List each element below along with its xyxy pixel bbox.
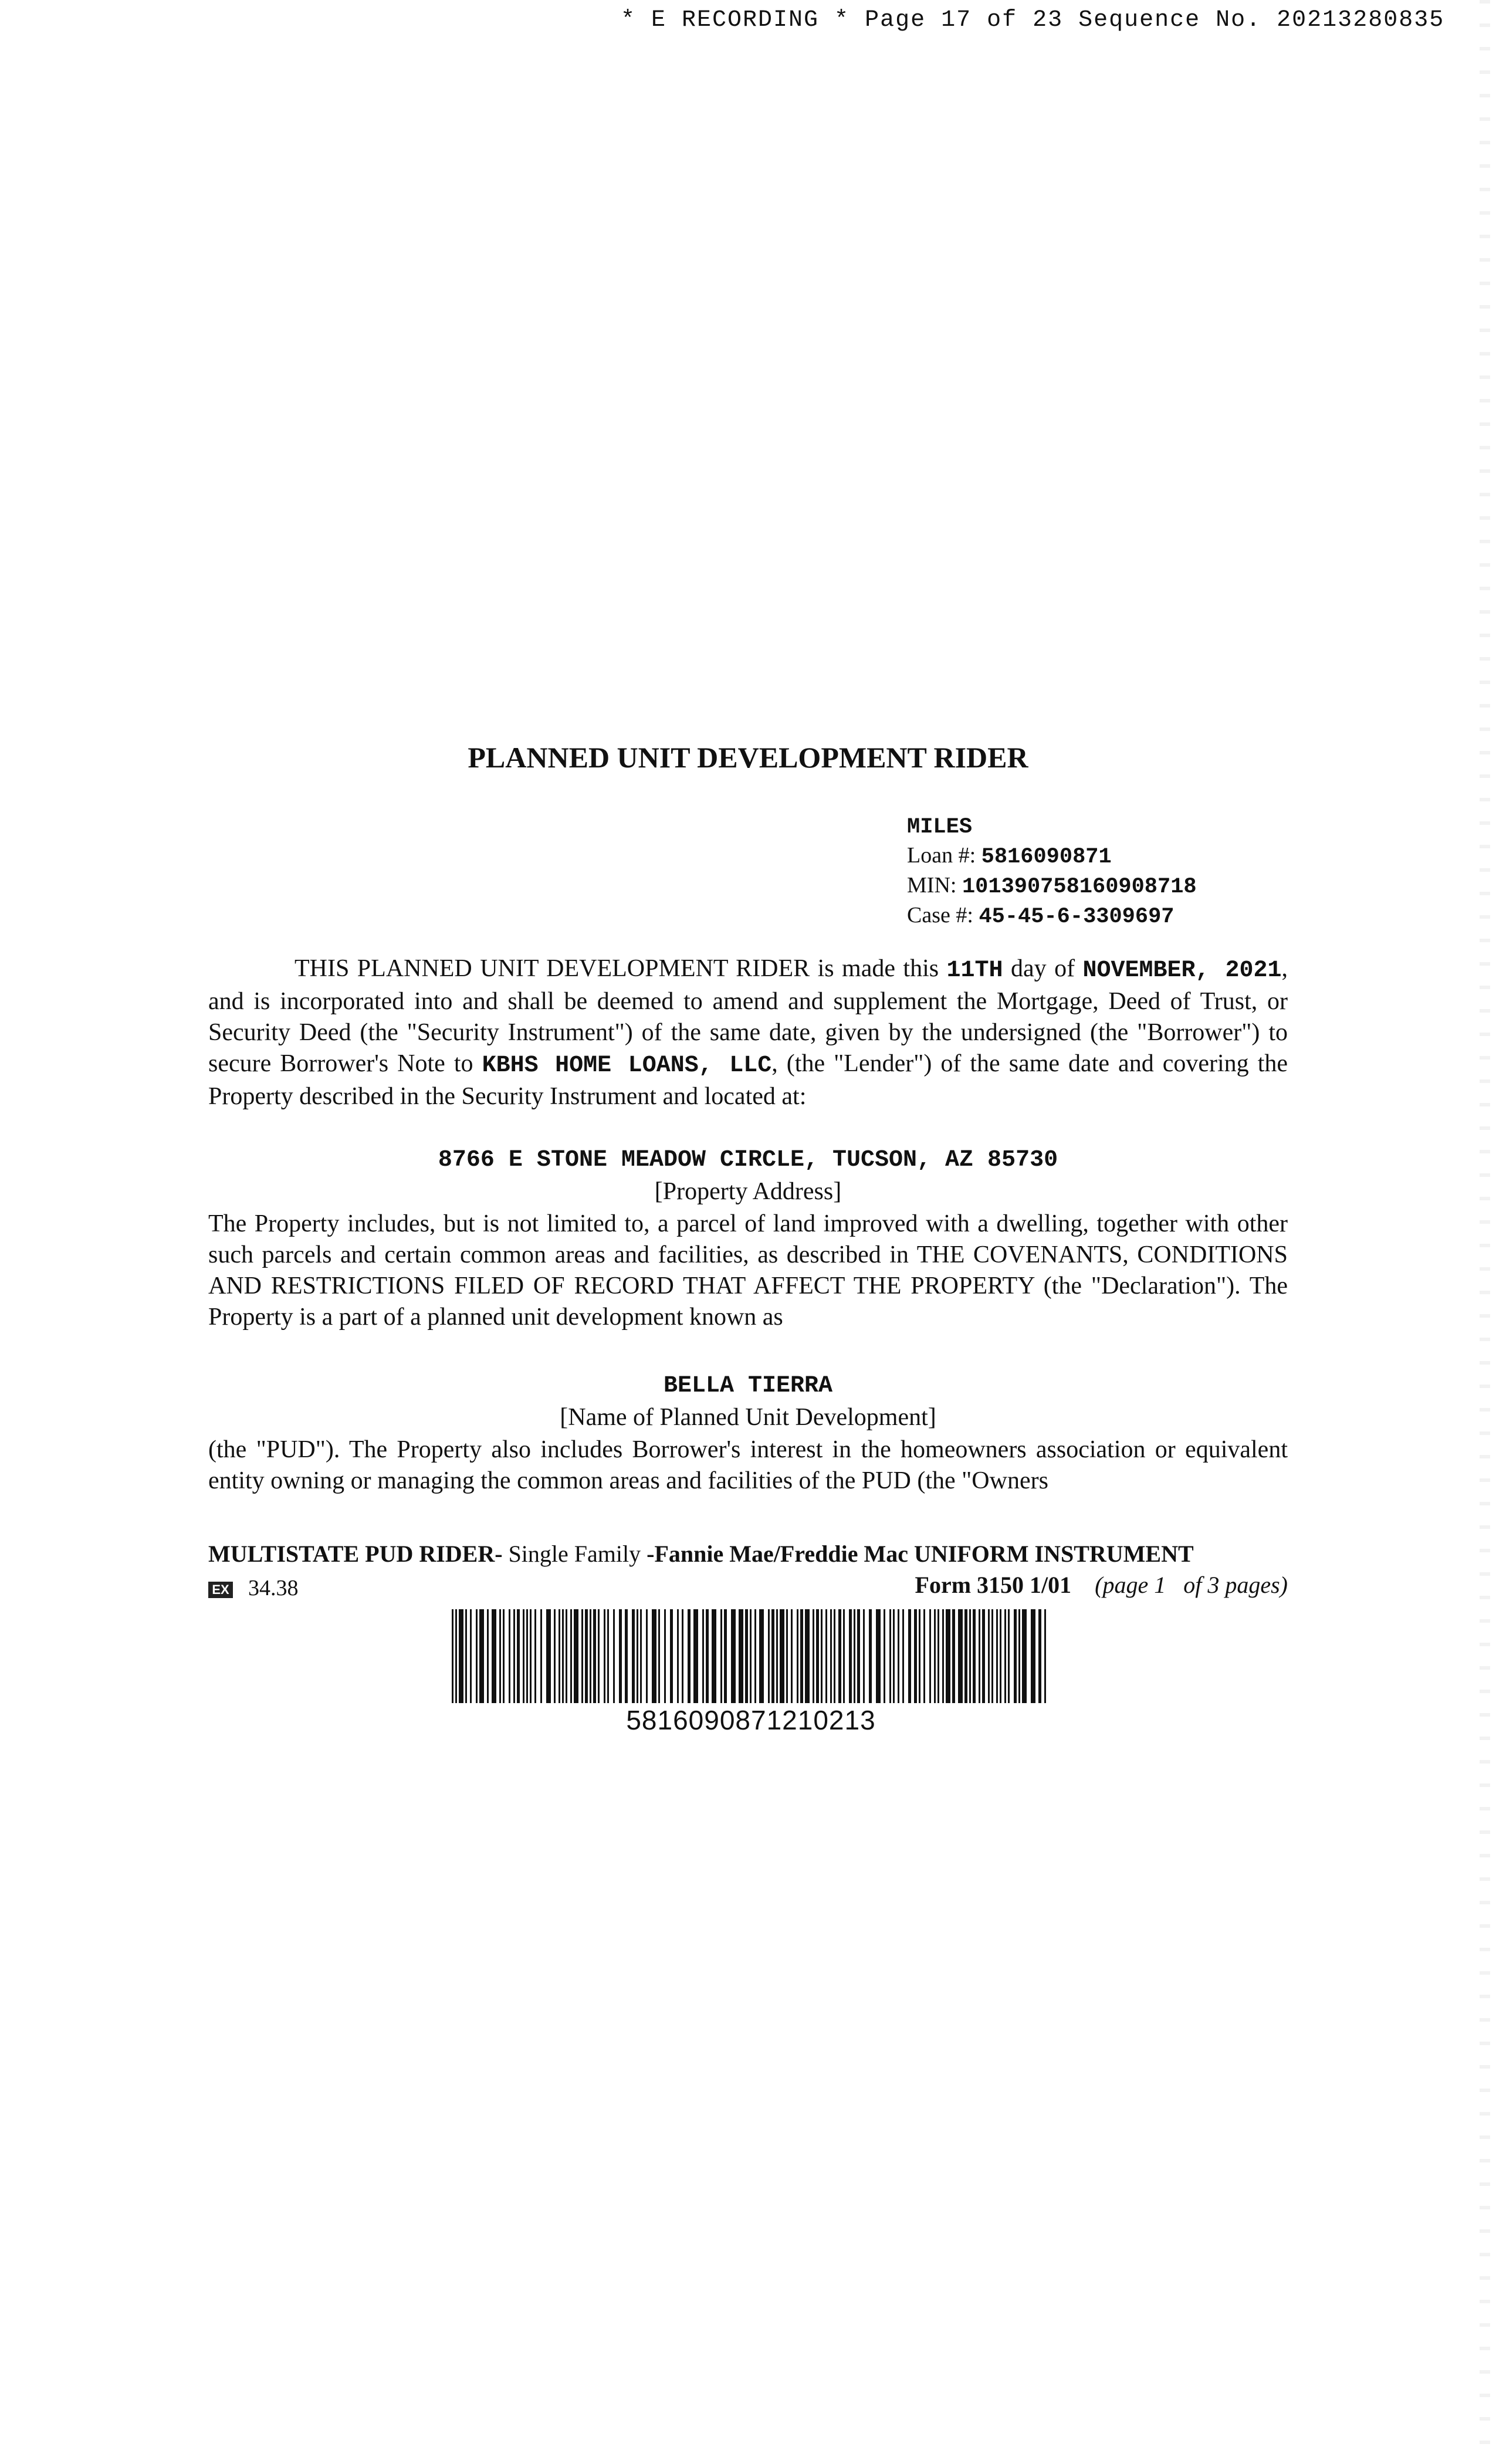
form-title-a: MULTISTATE PUD RIDER-: [208, 1541, 503, 1567]
barcode-bar: [942, 1609, 944, 1703]
barcode-bar: [898, 1609, 899, 1703]
barcode-bar: [459, 1609, 463, 1703]
barcode-bar: [937, 1609, 939, 1703]
intro-text-1: THIS PLANNED UNIT DEVELOPMENT RIDER is made this: [295, 955, 939, 982]
recording-header: * E RECORDING * Page 17 of 23 Sequence No. 20213280835: [621, 7, 1445, 33]
barcode-bar: [996, 1609, 998, 1703]
barcode-bar: [816, 1609, 819, 1703]
lender-name: KBHS HOME LOANS, LLC: [482, 1052, 772, 1079]
barcode-bar: [843, 1609, 845, 1703]
barcode-bar: [863, 1609, 865, 1703]
barcode-image: [452, 1609, 1050, 1703]
barcode-bar: [487, 1609, 489, 1703]
barcode-bar: [791, 1609, 793, 1703]
barcode-bar: [902, 1609, 904, 1703]
barcode-bar: [720, 1609, 722, 1703]
barcode-bar: [574, 1609, 578, 1703]
barcode-bar: [834, 1609, 835, 1703]
barcode-bar: [470, 1609, 472, 1703]
barcode-bar: [724, 1609, 727, 1703]
property-paragraph: The Property includes, but is not limited to, a parcel of land improved with a dwelling, together with other such parcels and certain common areas and facilities, as described in THE COVENANTS, CONDITIONS AND RESTRICTIONS FILED OF RECORD THAT AFFECT THE PROPERTY (the "Declaration"). The Property is a part of a planned unit development known as: [208, 1210, 1288, 1331]
barcode-bar: [646, 1609, 648, 1703]
ellie-mae-ex-icon: EX: [208, 1582, 233, 1598]
barcode-bar: [712, 1609, 716, 1703]
form-title: [208, 1540, 1194, 1568]
barcode-bar: [973, 1609, 976, 1703]
case-number: 45-45-6-3309697: [979, 905, 1175, 929]
barcode-bar: [889, 1609, 891, 1703]
barcode-bar: [455, 1609, 457, 1703]
page-info-a: (page 1: [1095, 1572, 1166, 1598]
barcode-bar: [593, 1609, 596, 1703]
document-title: PLANNED UNIT DEVELOPMENT RIDER: [468, 741, 1028, 774]
barcode-bar: [693, 1609, 698, 1703]
intro-text-2: day of: [1011, 955, 1075, 982]
barcode-bar: [1022, 1609, 1027, 1703]
pud-name-caption: [Name of Planned Unit Development]: [560, 1404, 936, 1431]
barcode-bar: [754, 1609, 756, 1703]
barcode-bar: [625, 1609, 628, 1703]
intro-text-4: , (the "Lender") of the same date and covering the Property described in the Security Instrument and located at:: [208, 1050, 1288, 1110]
barcode-bar: [499, 1609, 501, 1703]
barcode-bar: [604, 1609, 605, 1703]
barcode-bar: [534, 1609, 536, 1703]
barcode-bar: [849, 1609, 852, 1703]
loan-number: 5816090871: [981, 845, 1112, 869]
rider-day: 11TH: [946, 957, 1003, 984]
barcode-bar: [800, 1609, 803, 1703]
barcode-bar: [540, 1609, 542, 1703]
barcode-bar: [857, 1609, 860, 1703]
barcode-bar: [664, 1609, 666, 1703]
barcode-bar: [982, 1609, 985, 1703]
barcode-bar: [492, 1609, 496, 1703]
barcode-bar: [869, 1609, 872, 1703]
barcode-bar: [813, 1609, 814, 1703]
barcode-number: 5816090871210213: [626, 1705, 876, 1735]
barcode-bar: [919, 1609, 920, 1703]
barcode-bar: [670, 1609, 673, 1703]
barcode-bar: [958, 1609, 963, 1703]
barcode-bar: [581, 1609, 583, 1703]
barcode-bar: [509, 1609, 510, 1703]
barcode-bar: [613, 1609, 615, 1703]
barcode-bar: [780, 1609, 784, 1703]
barcode-bar: [934, 1609, 936, 1703]
barcode-bar: [559, 1609, 560, 1703]
barcode-bar: [952, 1609, 955, 1703]
barcode-bar: [570, 1609, 572, 1703]
barcode-bar: [619, 1609, 622, 1703]
barcode-bar: [964, 1609, 967, 1703]
intro-paragraph: [208, 953, 1288, 1112]
barcode-bar: [805, 1609, 810, 1703]
barcode-bar: [590, 1609, 591, 1703]
barcode-bar: [513, 1609, 515, 1703]
barcode-bar: [706, 1609, 709, 1703]
form-title-c: -Fannie Mae/Freddie Mac UNIFORM INSTRUMENT: [647, 1541, 1194, 1567]
barcode-bar: [893, 1609, 895, 1703]
form-title-b: Single Family: [508, 1541, 641, 1567]
barcode-bar: [503, 1609, 505, 1703]
intro-text-3: , and is incorporated into and shall be deemed to amend and supplement the Mortgage, Deed of Trust, or Security Deed (the "Security Instrument") of the same date, given by the undersigned (the "Borrower") to secure Borrower's Note to: [208, 955, 1288, 1077]
barcode-bar: [566, 1609, 567, 1703]
barcode-bar: [908, 1609, 911, 1703]
loan-info-block: [907, 811, 1197, 931]
barcode-bar: [759, 1609, 764, 1703]
barcode-bar: [854, 1609, 855, 1703]
property-address-caption: [Property Address]: [654, 1178, 842, 1205]
barcode-bar: [750, 1609, 752, 1703]
barcode-bar: [688, 1609, 691, 1703]
barcode-bar: [637, 1609, 638, 1703]
barcode-bar: [768, 1609, 770, 1703]
barcode-bar: [476, 1609, 478, 1703]
barcode-bar: [731, 1609, 736, 1703]
barcode-bar: [979, 1609, 980, 1703]
barcode-bar: [946, 1609, 950, 1703]
barcode-bar: [658, 1609, 660, 1703]
barcode-bar: [554, 1609, 556, 1703]
barcode-bar: [1008, 1609, 1010, 1703]
barcode-bar: [988, 1609, 990, 1703]
loan-label: Loan #:: [907, 843, 976, 868]
barcode-bar: [546, 1609, 551, 1703]
page-info-b: of 3 pages): [1183, 1572, 1288, 1598]
barcode-bar: [969, 1609, 971, 1703]
min-label: MIN:: [907, 873, 957, 898]
barcode-bar: [786, 1609, 788, 1703]
pud-name: BELLA TIERRA: [663, 1373, 833, 1399]
barcode-bar: [526, 1609, 528, 1703]
barcode-bar: [702, 1609, 704, 1703]
borrower-name: MILES: [907, 815, 973, 840]
case-label: Case #:: [907, 903, 973, 928]
barcode-bar: [607, 1609, 609, 1703]
barcode-bar: [1004, 1609, 1006, 1703]
barcode-bar: [523, 1609, 524, 1703]
barcode-bar: [585, 1609, 588, 1703]
barcode-bar: [677, 1609, 679, 1703]
barcode-bar: [923, 1609, 925, 1703]
barcode-bar: [465, 1609, 467, 1703]
barcode-bar: [876, 1609, 881, 1703]
barcode-bar: [640, 1609, 642, 1703]
barcode-bar: [739, 1609, 743, 1703]
barcode-bar: [838, 1609, 841, 1703]
barcode-bar: [517, 1609, 520, 1703]
barcode-bar: [797, 1609, 798, 1703]
pud-paragraph: (the "PUD"). The Property also includes Borrower's interest in the homeowners association or equivalent entity owning or managing the common areas and facilities of the PUD (the "Owners: [208, 1436, 1288, 1494]
barcode-bar: [929, 1609, 931, 1703]
barcode-bar: [914, 1609, 917, 1703]
barcode-bar: [825, 1609, 827, 1703]
barcode-bar: [745, 1609, 748, 1703]
barcode-bar: [1031, 1609, 1035, 1703]
barcode-bar: [652, 1609, 656, 1703]
barcode-bar: [1038, 1609, 1041, 1703]
barcode-bar: [452, 1609, 453, 1703]
barcode-bar: [632, 1609, 635, 1703]
barcode-bar: [562, 1609, 564, 1703]
ex-code: 34.38: [248, 1576, 299, 1600]
property-address: 8766 E STONE MEADOW CIRCLE, TUCSON, AZ 85730: [438, 1147, 1058, 1173]
min-number: 101390758160908718: [962, 875, 1197, 899]
barcode-bar: [1000, 1609, 1001, 1703]
barcode-bar: [1044, 1609, 1046, 1703]
rider-month-year: NOVEMBER, 2021: [1082, 957, 1282, 984]
barcode-bar: [991, 1609, 993, 1703]
form-number: Form 3150 1/01: [915, 1572, 1072, 1598]
barcode-bar: [884, 1609, 885, 1703]
scan-edge: [1480, 0, 1490, 2464]
barcode-bar: [1014, 1609, 1017, 1703]
form-number-block: [915, 1571, 1288, 1599]
barcode-bar: [1018, 1609, 1020, 1703]
barcode-bar: [479, 1609, 484, 1703]
barcode-bar: [598, 1609, 600, 1703]
barcode-bar: [771, 1609, 774, 1703]
barcode-bar: [682, 1609, 683, 1703]
barcode-bar: [776, 1609, 778, 1703]
barcode-bar: [530, 1609, 532, 1703]
barcode-bar: [830, 1609, 832, 1703]
barcode-bar: [821, 1609, 823, 1703]
form-code: [208, 1575, 299, 1601]
